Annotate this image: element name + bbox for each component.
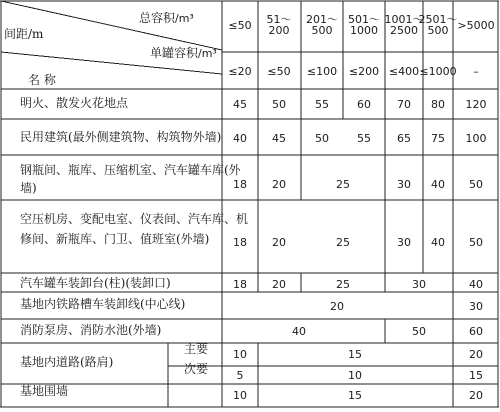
row-cylinder-value: 18 (233, 178, 247, 191)
row-loading-value: 25 (336, 278, 350, 291)
single-range-1: ≤20 (228, 65, 252, 78)
row-civil-value: 100 (465, 132, 487, 145)
row-roads-minor-value: 5 (236, 369, 244, 382)
row-civil-value: 40 (233, 132, 247, 145)
row-railway-value: 20 (330, 300, 344, 313)
row-open-fire-value: 80 (431, 98, 445, 111)
row-air-value: 40 (431, 236, 445, 249)
row-roads-minor-value: 10 (348, 369, 362, 382)
row-cylinder-value: 40 (431, 178, 445, 191)
row-loading-value: 20 (272, 278, 286, 291)
row-cylinder-value: 30 (397, 178, 411, 191)
row-open-fire-name: 明火、散发火花地点 (20, 96, 129, 110)
row-air-value: 20 (272, 236, 286, 249)
total-range-2: 51～ 200 (266, 13, 292, 37)
total-range-6: 2501～ 500 (418, 13, 458, 37)
row-civil-value: 45 (272, 132, 286, 145)
row-roads-main-label: 主要 (184, 342, 209, 356)
single-range-3: ≤100 (306, 65, 338, 78)
row-wall-name: 基地围墙 (20, 384, 69, 398)
total-range-1: ≤50 (228, 19, 252, 32)
row-open-fire-value: 50 (272, 98, 286, 111)
row-air-value: 50 (469, 236, 483, 249)
row-firepump-value: 40 (292, 325, 306, 338)
header-spacing: 间距/m (4, 27, 44, 41)
row-loading-value: 18 (233, 278, 247, 291)
row-civil-name: 民用建筑(最外侧建筑物、构筑物外墙) (20, 130, 222, 144)
row-loading-value: 40 (469, 278, 483, 291)
header-total-volume: 总容积/m³ (139, 11, 194, 25)
row-open-fire-value: 55 (315, 98, 329, 111)
row-roads-main-value: 10 (233, 348, 247, 361)
row-air-value: 30 (397, 236, 411, 249)
total-range-4: 501～ 1000 (348, 13, 380, 37)
single-range-6: ≤1000 (419, 65, 457, 78)
row-cylinder-value: 20 (272, 178, 286, 191)
row-roads-minor-value: 15 (469, 369, 483, 382)
row-civil-value: 50 (315, 132, 329, 145)
row-cylinder-name: 钢瓶间、瓶库、压缩机室、汽车罐车库(外 墙) (20, 163, 241, 195)
row-firepump-name: 消防泵房、消防水池(外墙) (20, 323, 162, 337)
row-roads-main-value: 20 (469, 348, 483, 361)
row-railway-name: 基地内铁路槽车装卸线(中心线) (20, 297, 186, 311)
single-range-7: – (473, 65, 479, 78)
row-air-name: 空压机房、变配电室、仪表间、汽车库、机 修间、新瓶库、门卫、值班室(外墙) (20, 212, 249, 246)
single-range-4: ≤200 (348, 65, 380, 78)
header-single-volume: 单罐容积/m³ (150, 46, 217, 60)
header-diagonal-upper (1, 1, 222, 50)
row-loading-name: 汽车罐车装卸台(柱)(装卸口) (20, 276, 171, 290)
row-open-fire-value: 120 (465, 98, 487, 111)
row-open-fire-value: 70 (397, 98, 411, 111)
row-open-fire-value: 45 (233, 98, 247, 111)
row-civil-value: 55 (357, 132, 371, 145)
row-wall-value: 20 (469, 389, 483, 402)
row-wall-value: 10 (233, 389, 247, 402)
row-air-value: 25 (336, 236, 350, 249)
total-range-5: 1001～ 2500 (384, 13, 424, 37)
row-cylinder-value: 50 (469, 178, 483, 191)
total-range-7: >5000 (457, 19, 495, 32)
header-name: 名 称 (28, 73, 56, 87)
row-open-fire-value: 60 (357, 98, 371, 111)
row-loading-value: 30 (412, 278, 426, 291)
row-civil-value: 65 (397, 132, 411, 145)
single-range-2: ≤50 (267, 65, 291, 78)
row-firepump-value: 60 (469, 325, 483, 338)
row-cylinder-value: 25 (336, 178, 350, 191)
row-roads-main-value: 15 (348, 348, 362, 361)
row-roads-minor-label: 次要 (184, 362, 209, 376)
row-railway-value: 30 (469, 300, 483, 313)
row-firepump-value: 50 (412, 325, 426, 338)
row-roads-name: 基地内道路(路肩) (20, 355, 114, 369)
row-air-value: 18 (233, 236, 247, 249)
row-wall-value: 15 (348, 389, 362, 402)
single-range-5: ≤400 (388, 65, 420, 78)
total-range-3: 201～ 500 (306, 13, 338, 37)
row-civil-value: 75 (431, 132, 445, 145)
